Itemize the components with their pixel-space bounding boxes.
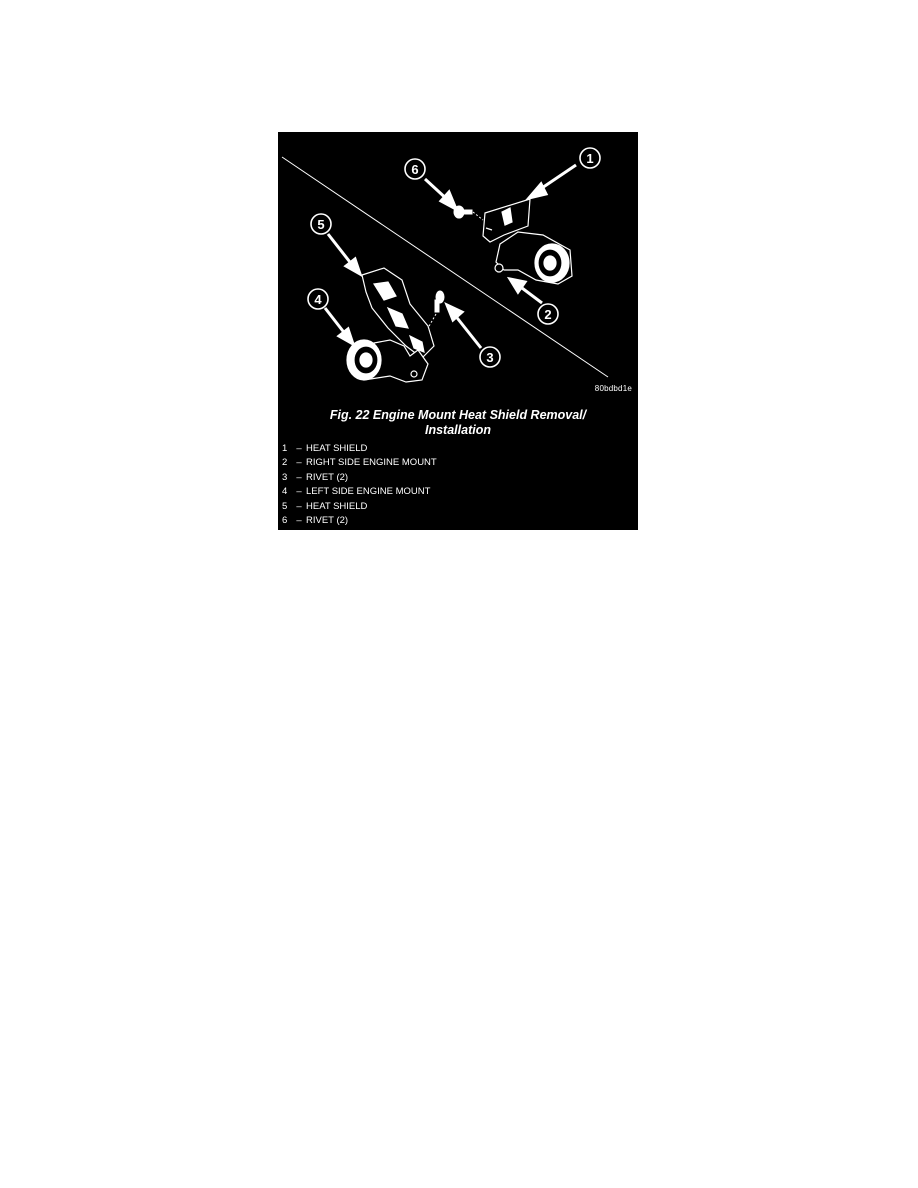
figure-legend — [282, 442, 437, 528]
legend-item-number: 1 — [282, 443, 288, 454]
legend-item-label: LEFT SIDE ENGINE MOUNT — [306, 486, 431, 498]
legend-item: 6 – RIVET (2) — [282, 514, 437, 528]
legend-item-number: 2 — [282, 457, 288, 469]
callout-number-2: 2 — [544, 307, 552, 322]
legend-item: 4 – LEFT SIDE ENGINE MOUNT — [282, 485, 437, 499]
figure-caption — [278, 408, 638, 438]
legend-item-label: RIGHT SIDE ENGINE MOUNT — [306, 457, 437, 469]
callout-number-6: 6 — [411, 162, 419, 177]
legend-item: 2 – RIGHT SIDE ENGINE MOUNT — [282, 456, 437, 470]
legend-item: 1 – HEAT SHIELD — [282, 442, 437, 456]
rivet-3-drawing — [428, 291, 444, 328]
legend-item-label: RIVET (2) — [306, 515, 349, 527]
figure-caption-line-2: Installation — [425, 423, 491, 437]
callout-number-5: 5 — [317, 217, 325, 232]
legend-item-number: 6 — [282, 515, 288, 527]
legend-item-number: 4 — [282, 486, 288, 498]
legend-item-number: 5 — [282, 500, 288, 512]
right-engine-mount-drawing — [495, 232, 572, 284]
figure-reference-code: 80bdbd1e — [594, 384, 632, 393]
figure-illustration — [278, 132, 638, 402]
callout-number-4: 4 — [314, 292, 322, 307]
callout-number-1: 1 — [586, 151, 594, 166]
legend-item-number: 3 — [282, 471, 288, 483]
figure-caption-line-1: Fig. 22 Engine Mount Heat Shield Removal/ — [329, 408, 587, 422]
legend-item: 3 – RIVET (2) — [282, 471, 437, 485]
callout-number-3: 3 — [486, 350, 494, 365]
rivet-6-drawing — [454, 206, 483, 220]
legend-item: 5 – HEAT SHIELD — [282, 500, 437, 514]
legend-item-label: HEAT SHIELD — [306, 500, 368, 512]
legend-item-label: RIVET (2) — [306, 471, 349, 483]
legend-item-label: HEAT SHIELD — [306, 443, 368, 454]
figure-engine-mount-heat-shield — [278, 132, 638, 530]
